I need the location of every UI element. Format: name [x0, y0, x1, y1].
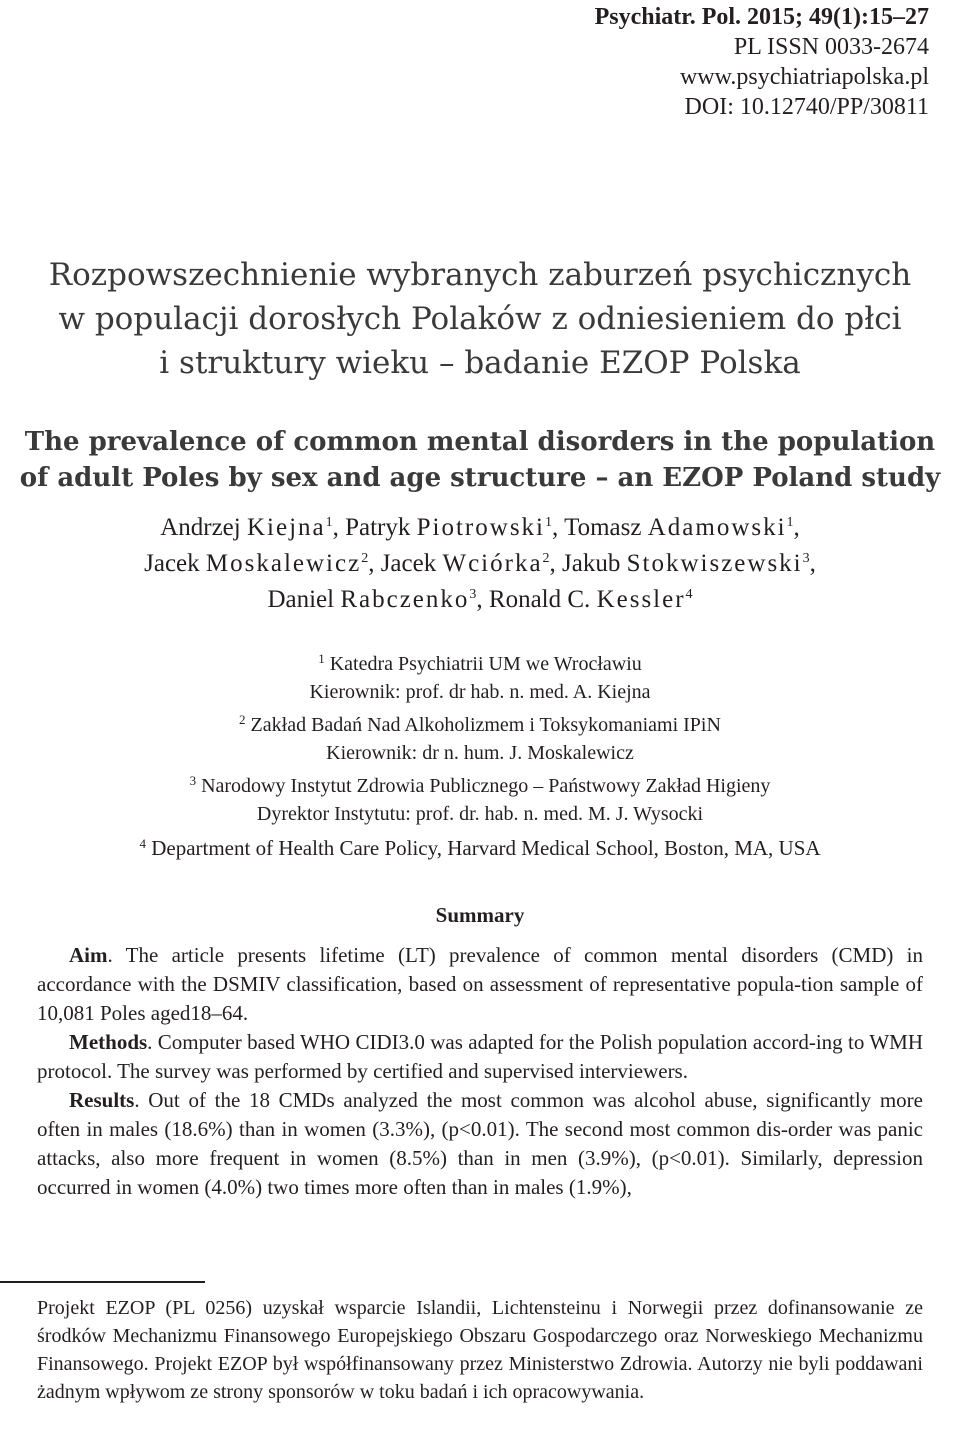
- title-polish-line: i struktury wieku – badanie EZOP Polska: [159, 345, 801, 381]
- affiliation-1: $^1$ Katedra Psychiatrii UM we Wrocławiu Kierownik: prof. dr hab. n. med. A. Kiejna: [309, 651, 651, 703]
- author-list: [0, 510, 960, 618]
- affiliation-list: [0, 650, 960, 868]
- affiliation-2: $^2$ Zakład Badań Nad Alkoholizmem i Toksykomaniami IPiN Kierownik: dr n. hum. J. Moskalewicz: [239, 712, 721, 764]
- author: Patryk Piotrowski$^1$: [345, 514, 552, 541]
- author-line: Jacek Moskalewicz$^2$, Jacek Wciórka$^2$, Jakub Stokwiszewski$^3$,: [144, 550, 816, 577]
- author: Jacek Wciórka$^2$: [380, 550, 550, 577]
- author-line: Andrzej Kiejna$^1$, Patryk Piotrowski$^1$, Tomasz Adamowski$^1$,: [160, 514, 800, 541]
- title-english-line: The prevalence of common mental disorders in the population: [24, 427, 936, 457]
- title-polish-line: Rozpowszechnienie wybranych zaburzeń psychicznych: [48, 257, 912, 293]
- affiliation-3: $^3$ Narodowy Instytut Zdrowia Publicznego – Państwowy Zakład Higieny Dyrektor Instytutu: prof. dr. hab. n. med. M. J. Wysocki: [189, 773, 771, 825]
- summary-methods: Methods. Computer based WHO CIDI3.0 was adapted for the Polish population accord-ing to WMH protocol. The survey was performed by certified and supervised interviewers.: [37, 1030, 923, 1083]
- summary-results: Results. Out of the 18 CMDs analyzed the most common was alcohol abuse, significantly more often in males (18.6%) than in women (3.3%), (p<0.01). The second most common dis-order was panic attacks, also more frequent in women (8.5%) than in men (3.9%), (p<0.01). Similarly, depression occurred in women (4.0%) two times more often than in males (1.9%),: [37, 1088, 923, 1199]
- author: Daniel Rabczenko$^3$: [267, 586, 477, 613]
- author: Jacek Moskalewicz$^2$: [144, 550, 369, 577]
- title-polish: [0, 253, 960, 385]
- summary-aim: Aim. The article presents lifetime (LT) prevalence of common mental disorders (CMD) in accordance with the DSMIV classification, based on assessment of representative popula-tion sample of 10,081 Poles aged18–64.: [37, 943, 923, 1025]
- author: Andrzej Kiejna$^1$: [160, 514, 333, 541]
- funding-footnote: Projekt EZOP (PL 0256) uzyskał wsparcie Islandii, Lichtensteinu i Norwegii przez dofinansowanie ze środków Mechanizmu Finansowego Europejskiego Obszaru Gospodarczego oraz Norweskiego Mechanizmu Finansowego. Projekt EZOP był współfinansowany przez Ministerstwo Zdrowia. Autorzy nie byli poddawani żadnym wpływom ze strony sponsorów w toku badań i ich opracowywania.: [37, 1297, 923, 1403]
- journal-header: [595, 2, 929, 122]
- summary-body: [37, 941, 923, 1202]
- journal-issn: PL ISSN 0033-2674: [733, 34, 929, 60]
- journal-citation: Psychiatr. Pol. 2015; 49(1):15–27: [594, 4, 929, 30]
- author-line: Daniel Rabczenko$^3$, Ronald C. Kessler$^4$: [267, 586, 693, 613]
- author: Ronald C. Kessler$^4$: [488, 586, 693, 613]
- title-english: [0, 424, 960, 496]
- footnote-rule: [0, 1281, 205, 1283]
- author: Tomasz Adamowski$^1$: [564, 514, 794, 541]
- author: Jakub Stokwiszewski$^3$: [562, 550, 810, 577]
- journal-doi[interactable]: DOI: 10.12740/PP/30811: [684, 94, 929, 120]
- summary-heading: Summary: [435, 903, 525, 927]
- title-polish-line: w populacji dorosłych Polaków z odniesieniem do płci: [58, 301, 902, 337]
- journal-url[interactable]: www.psychiatriapolska.pl: [679, 64, 929, 90]
- affiliation-4: $^4$ Department of Health Care Policy, Harvard Medical School, Boston, MA, USA: [139, 836, 821, 860]
- title-english-line: of adult Poles by sex and age structure – an EZOP Poland study: [19, 463, 941, 493]
